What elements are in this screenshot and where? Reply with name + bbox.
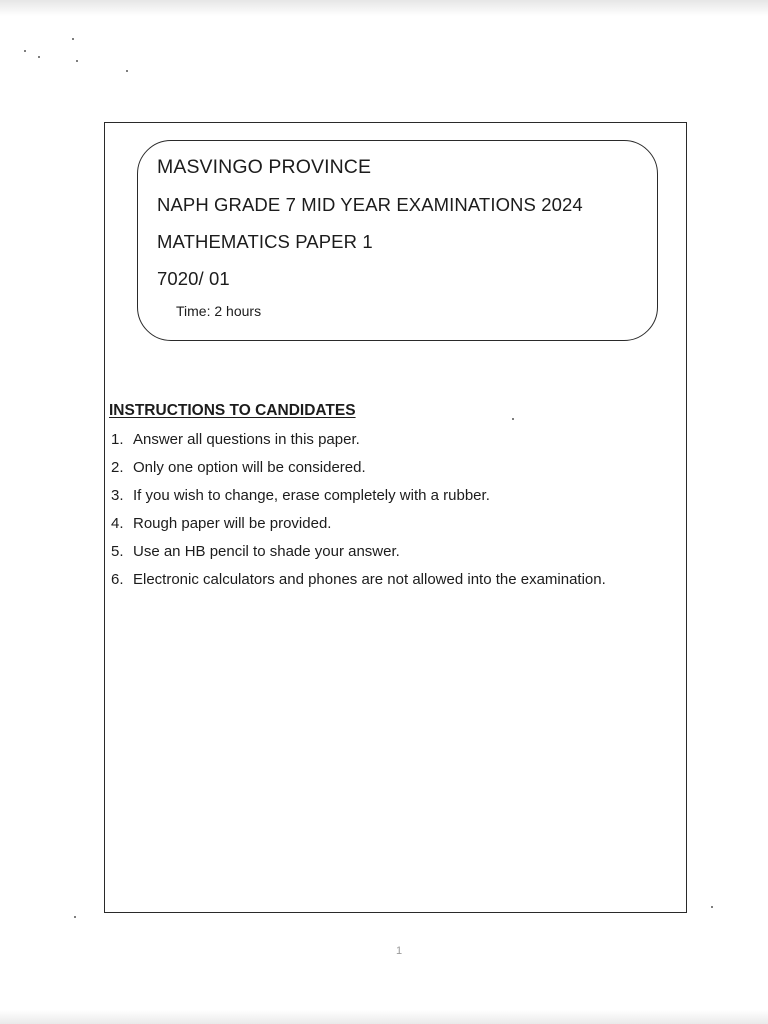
scan-edge-top: [0, 0, 768, 16]
scan-speck: [76, 60, 78, 62]
list-item: [111, 486, 631, 506]
item-number: 4.: [111, 515, 124, 532]
item-text: If you wish to change, erase completely with a rubber.: [133, 487, 490, 504]
scan-speck: [24, 50, 26, 52]
scan-speck: [74, 916, 76, 918]
paper-title: MATHEMATICS PAPER 1: [157, 231, 373, 252]
exam-title: NAPH GRADE 7 MID YEAR EXAMINATIONS 2024: [157, 194, 583, 215]
item-number: 6.: [111, 571, 124, 588]
instructions-heading: INSTRUCTIONS TO CANDIDATES: [109, 402, 356, 419]
scan-speck: [72, 38, 74, 40]
item-number: 3.: [111, 487, 124, 504]
item-text: Use an HB pencil to shade your answer.: [133, 543, 400, 560]
paper-code: 7020/ 01: [157, 268, 230, 289]
page-number: 1: [396, 945, 403, 957]
list-item: [111, 514, 631, 534]
list-item: [111, 570, 631, 590]
province-title: MASVINGO PROVINCE: [157, 156, 372, 178]
list-item: [111, 542, 631, 562]
item-number: 2.: [111, 459, 124, 476]
item-text: Answer all questions in this paper.: [133, 431, 360, 448]
scan-speck: [38, 56, 40, 58]
item-number: 5.: [111, 543, 124, 560]
scan-speck: [711, 906, 713, 908]
scan-edge-bottom: [0, 1010, 768, 1024]
time-allowed: Time: 2 hours: [176, 303, 262, 319]
item-text: Only one option will be considered.: [133, 459, 366, 476]
instructions-list: [111, 430, 631, 598]
item-number: 1.: [111, 431, 124, 448]
list-item: [111, 458, 631, 478]
list-item: [111, 430, 631, 450]
item-text: Rough paper will be provided.: [133, 515, 332, 532]
scan-speck: [126, 70, 128, 72]
item-text: Electronic calculators and phones are not allowed into the examination.: [133, 571, 606, 588]
